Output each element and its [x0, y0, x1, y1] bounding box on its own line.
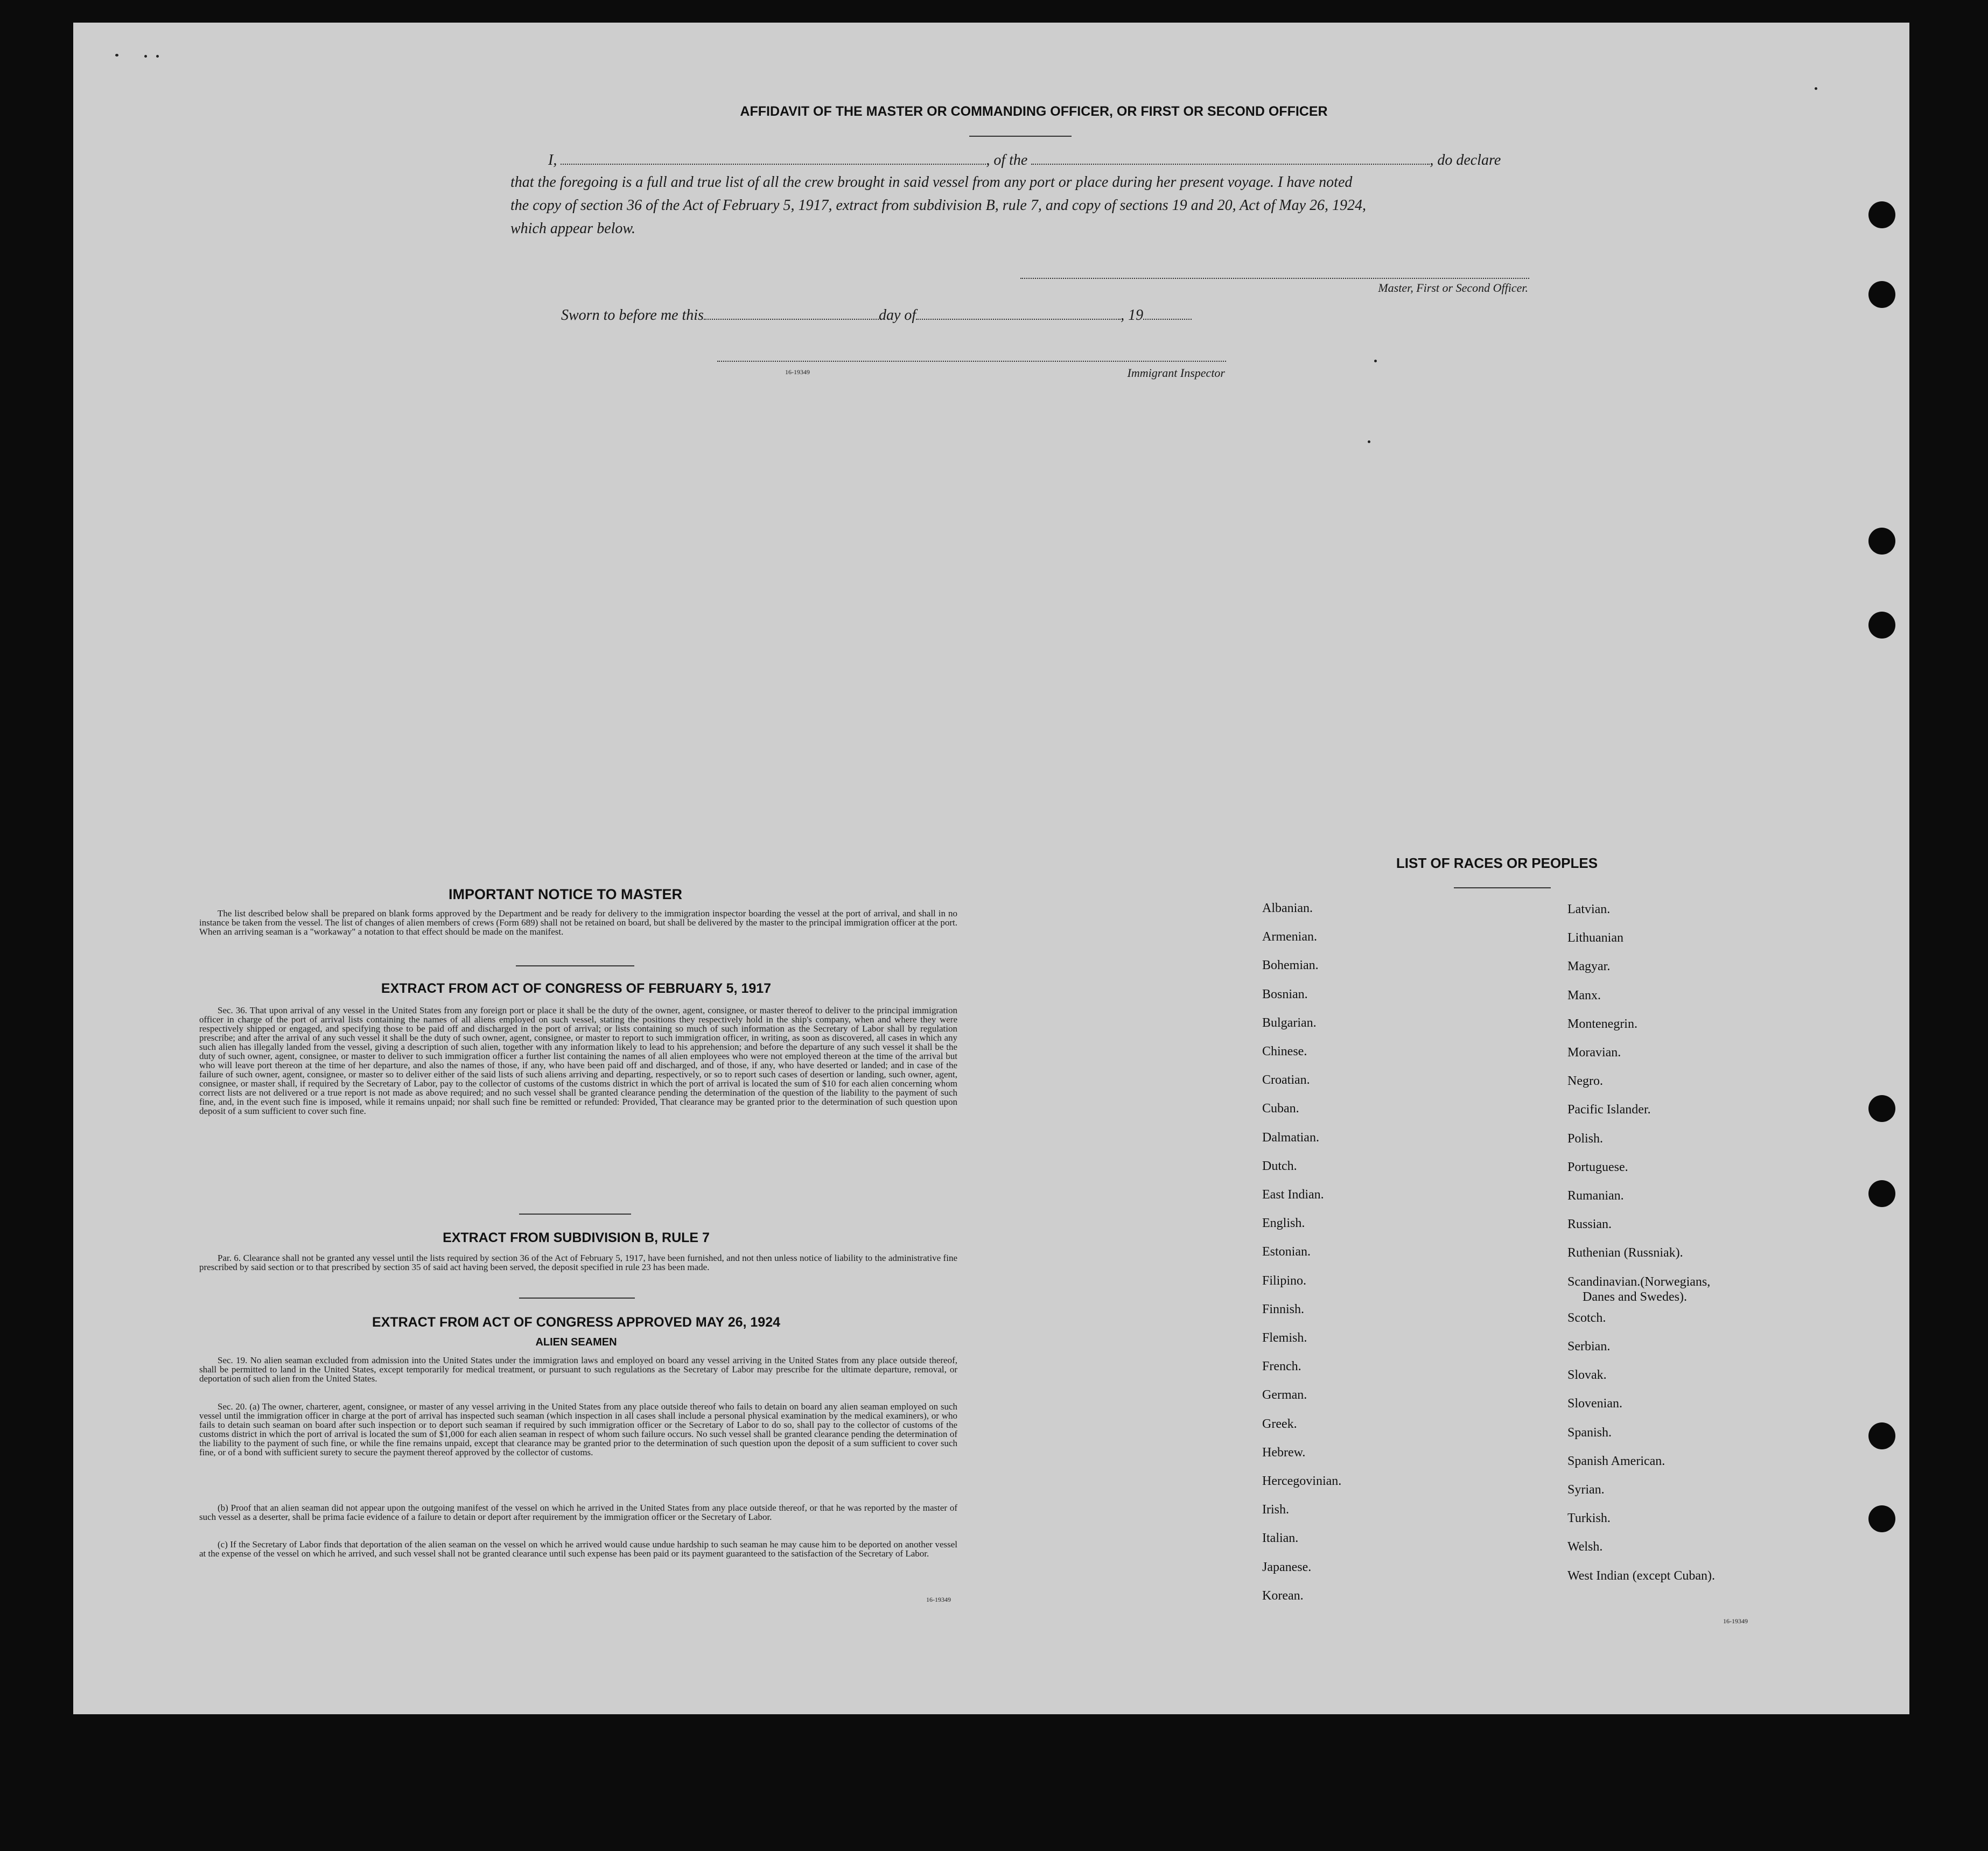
race-item: Cuban.: [1262, 1102, 1299, 1116]
inspector-signature-line[interactable]: [717, 361, 1226, 362]
race-item: Spanish.: [1567, 1426, 1612, 1440]
binder-hole: [1868, 1422, 1895, 1449]
extract1917-text: Sec. 36. That upon arrival of any vessel in the United States from any foreign port or place it shall be the duty of the owner, agent, consignee, or master thereof to deliver to the principal immigration officer in charge of the port of arrival lists containing the names of all aliens employed on such vessel, stating the positions they respectively hold in the ship's company, when and where they were respectively shipped or engaged, and specifying those to be paid off and discharged in the port of arrival; or lists containing so much of such information as the Secretary of Labor shall by regulation prescribe; and after the arrival of any such vessel it shall be the duty of such owner, agent, consignee, or master to report to such immigration officer, in writing, as soon as discovered, all cases in which any such alien has illegally landed from the vessel, giving a description of such alien, together with any information likely to lead to his apprehension; and before the departure of any such vessel it shall be the duty of such owner, agent, consignee, or master to deliver to such immigration officer a further list containing the names of all alien employees who were not employed thereon at the time of the arrival but who will leave port thereon at the time of her departure, and also the names of those, if any, who have been paid off and discharged, and of those, if any, who have deserted or landed; and in case of the failure of such owner, agent, consignee, or master so to deliver either of the said lists of such aliens arriving and departing, respectively, or so to report such cases of desertion or landing, such owner, agent, consignee, or master shall, if required by the Secretary of Labor, pay to the collector of customs of the customs district in which the port of arrival is located the sum of $10 for each alien concerning whom correct lists are not delivered or a true report is not made as above required; and no such vessel shall be granted clearance pending the determination of the question of the liability to the payment of such fine, and, in the event such fine is imposed, while it remains unpaid; nor shall such fine be remitted or refunded: Provided, That clearance may be granted prior to the determination of such question upon deposit of a sum sufficient to cover such fine.: [199, 1005, 957, 1116]
sworn-line: [561, 306, 1192, 324]
race-item: Japanese.: [1262, 1560, 1312, 1574]
race-item: West Indian (except Cuban).: [1567, 1569, 1715, 1583]
race-item: Syrian.: [1567, 1483, 1605, 1497]
race-item: Armenian.: [1262, 930, 1317, 944]
year-label: , 19: [1121, 307, 1144, 324]
race-item: Greek.: [1262, 1417, 1297, 1431]
sec19-text: Sec. 19. No alien seaman excluded from admission into the United States under the immigration laws and employed on board any vessel arriving in the United States from any place outside thereof, shall be permitted to land in the United States, except temporarily for medical treatment, or pursuant to such regulations as the Secretary of Labor may prescribe for the ultimate departure, removal, or deportation of such alien from the United States.: [199, 1355, 957, 1384]
scan-speck: [156, 55, 159, 58]
affidavit-line2: that the foregoing is a full and true list of all the crew brought in said vessel from any port or place during her present voyage. I have noted: [510, 174, 1353, 191]
race-item: Chinese.: [1262, 1044, 1307, 1058]
notice-text: The list described below shall be prepared on blank forms approved by the Department and be ready for delivery to the immigration inspector boarding the vessel at the port of arrival, and shall in no instance be taken from the vessel. The list of changes of alien members of crews (Form 689) shall not be retained on board, but shall be delivered by the master to the principal immigration officer at the port. When an arriving seaman is a "workaway" a notation to that effect should be made on the manifest.: [199, 908, 957, 937]
race-item: Estonian.: [1262, 1245, 1311, 1259]
race-item: Filipino.: [1262, 1274, 1307, 1288]
extract1924-title: EXTRACT FROM ACT OF CONGRESS APPROVED MAY 26, 1924: [372, 1315, 781, 1330]
notice-divider: [516, 965, 634, 966]
sec20c-text: (c) If the Secretary of Labor finds that deportation of the alien seaman on the vessel on which he arrived would cause undue hardship to such seaman he may cause him to be deported on another vessel at the expense of the vessel on which he arrived, and such vessel shall not be granted clearance until such expense has been paid or its payment guaranteed to the satisfaction of the Secretary of Labor.: [199, 1539, 957, 1559]
race-item: Welsh.: [1567, 1540, 1603, 1554]
binder-hole: [1868, 1505, 1895, 1532]
race-item: Korean.: [1262, 1589, 1304, 1603]
affidavit-line1: [548, 151, 1528, 169]
binder-hole: [1868, 201, 1895, 228]
officer-signature-line[interactable]: [1020, 278, 1529, 279]
title-divider: [969, 136, 1072, 137]
race-item: Manx.: [1567, 988, 1601, 1002]
race-item: Slovenian.: [1567, 1397, 1622, 1411]
vessel-field[interactable]: [1031, 151, 1430, 165]
races-form-number: 16-19349: [1723, 1617, 1748, 1625]
race-item: Scotch.: [1567, 1311, 1606, 1325]
rule7-title: EXTRACT FROM SUBDIVISION B, RULE 7: [443, 1230, 710, 1245]
scan-speck: [1815, 87, 1817, 90]
i-label: I,: [548, 152, 557, 169]
sworn-label: Sworn to before me this: [561, 307, 704, 324]
rule7-text: Par. 6. Clearance shall not be granted any vessel until the lists required by section 36 of the Act of February 5, 1917, have been furnished, and not then unless notice of liability to the administrative fine prescribed by said section or to that prescribed by section 35 of said act having been served, the deposit specified in rule 23 has been made.: [199, 1253, 957, 1272]
races-title: LIST OF RACES OR PEOPLES: [1396, 855, 1598, 871]
race-item: Ruthenian (Russniak).: [1567, 1246, 1683, 1260]
race-item: Bulgarian.: [1262, 1016, 1317, 1030]
sworn-month-field[interactable]: [916, 306, 1121, 320]
race-item: Portuguese.: [1567, 1160, 1628, 1174]
race-item: Irish.: [1262, 1503, 1289, 1517]
race-item: Spanish American.: [1567, 1454, 1665, 1468]
race-item: German.: [1262, 1388, 1307, 1402]
affidavit-title: AFFIDAVIT OF THE MASTER OR COMMANDING OFFICER, OR FIRST OR SECOND OFFICER: [740, 104, 1328, 119]
race-item: Pacific Islander.: [1567, 1103, 1651, 1117]
race-item: Latvian.: [1567, 902, 1611, 916]
race-item: Croatian.: [1262, 1073, 1310, 1087]
inspector-label: Immigrant Inspector: [1127, 366, 1225, 380]
scan-speck: [1368, 440, 1370, 443]
race-item: Hebrew.: [1262, 1446, 1306, 1460]
sworn-year-field[interactable]: [1143, 306, 1192, 320]
extract1917-divider: [519, 1214, 631, 1215]
binder-hole: [1868, 528, 1895, 555]
binder-hole: [1868, 1095, 1895, 1122]
race-item: Flemish.: [1262, 1331, 1307, 1345]
day-of-label: day of: [878, 307, 916, 324]
officer-signature-label: Master, First or Second Officer.: [1378, 281, 1528, 295]
race-item: English.: [1262, 1216, 1305, 1230]
race-item: Bohemian.: [1262, 958, 1319, 972]
extract1917-title: EXTRACT FROM ACT OF CONGRESS OF FEBRUARY 5, 1917: [381, 981, 772, 996]
race-item: Dalmatian.: [1262, 1131, 1319, 1145]
race-item: French.: [1262, 1359, 1301, 1373]
races-divider: [1454, 887, 1551, 888]
extract1924-subtitle: ALIEN SEAMEN: [535, 1336, 617, 1348]
race-item: Bosnian.: [1262, 987, 1308, 1001]
of-the-label: , of the: [986, 152, 1028, 169]
race-item: Magyar.: [1567, 959, 1611, 973]
race-item: Danes and Swedes).: [1583, 1290, 1687, 1304]
extract-form-number: 16-19349: [926, 1596, 951, 1603]
binder-hole: [1868, 1180, 1895, 1207]
race-item: Albanian.: [1262, 901, 1313, 915]
rule7-divider: [519, 1298, 635, 1299]
sec20a-text: Sec. 20. (a) The owner, charterer, agent, consignee, or master of any vessel arriving in the United States from any place outside thereof who fails to detain on board any alien seaman employed on such vessel until the immigration officer in charge at the port of arrival has inspected such seaman (which inspection in all cases shall include a personal physical examination by the medical examiners), or who fails to detain such seaman on board after such inspection or to deport such seaman if required by such immigration officer or the Secretary of Labor to do so, shall pay to the collector of customs of the customs district in which the port of arrival is located the sum of $1,000 for each alien seaman in respect of whom such failure occurs. No such vessel shall be granted clearance pending the determination of the liability to the payment of such fine, or while the fine remains unpaid, except that clearance may be granted prior to the determination of such question upon the deposit of a sum sufficient to cover such fine, or of a bond with sufficient surety to secure the payment thereof approved by the collector of customs.: [199, 1401, 957, 1457]
race-item: Turkish.: [1567, 1511, 1611, 1525]
affidavit-line4: which appear below.: [510, 220, 636, 237]
notice-title: IMPORTANT NOTICE TO MASTER: [449, 886, 682, 902]
binder-hole: [1868, 281, 1895, 308]
race-item: East Indian.: [1262, 1188, 1324, 1202]
scan-speck: [1374, 360, 1377, 362]
race-item: Moravian.: [1567, 1046, 1621, 1060]
race-item: Dutch.: [1262, 1159, 1297, 1173]
race-item: Negro.: [1567, 1074, 1603, 1088]
affidavit-form-number: 16-19349: [785, 368, 810, 376]
race-item: Hercegovinian.: [1262, 1474, 1342, 1488]
race-item: Scandinavian.(Norwegians,: [1567, 1275, 1711, 1289]
race-item: Slovak.: [1567, 1368, 1607, 1382]
sec20b-text: (b) Proof that an alien seaman did not appear upon the outgoing manifest of the vessel on which he arrived in the United States from any place outside thereof, or that he was reported by the master of such vessel as a deserter, shall be prima facie evidence of a failure to detain or deport after requirement by the immigration officer or the Secretary of Labor.: [199, 1503, 957, 1522]
sworn-day-field[interactable]: [704, 306, 879, 320]
race-item: Russian.: [1567, 1217, 1612, 1231]
scan-speck: [115, 54, 118, 57]
do-declare-label: , do declare: [1430, 152, 1501, 169]
race-item: Montenegrin.: [1567, 1017, 1637, 1031]
race-item: Italian.: [1262, 1531, 1299, 1545]
affidavit-line3: the copy of section 36 of the Act of February 5, 1917, extract from subdivision B, rule 7, and copy of sections 19 and 20, Act of May 26, 1924,: [510, 197, 1367, 214]
name-field[interactable]: [561, 151, 986, 165]
scan-speck: [144, 55, 147, 58]
race-item: Polish.: [1567, 1132, 1604, 1146]
race-item: Finnish.: [1262, 1302, 1305, 1316]
binder-hole: [1868, 612, 1895, 639]
race-item: Rumanian.: [1567, 1189, 1624, 1203]
race-item: Serbian.: [1567, 1340, 1611, 1354]
race-item: Lithuanian: [1567, 931, 1623, 945]
